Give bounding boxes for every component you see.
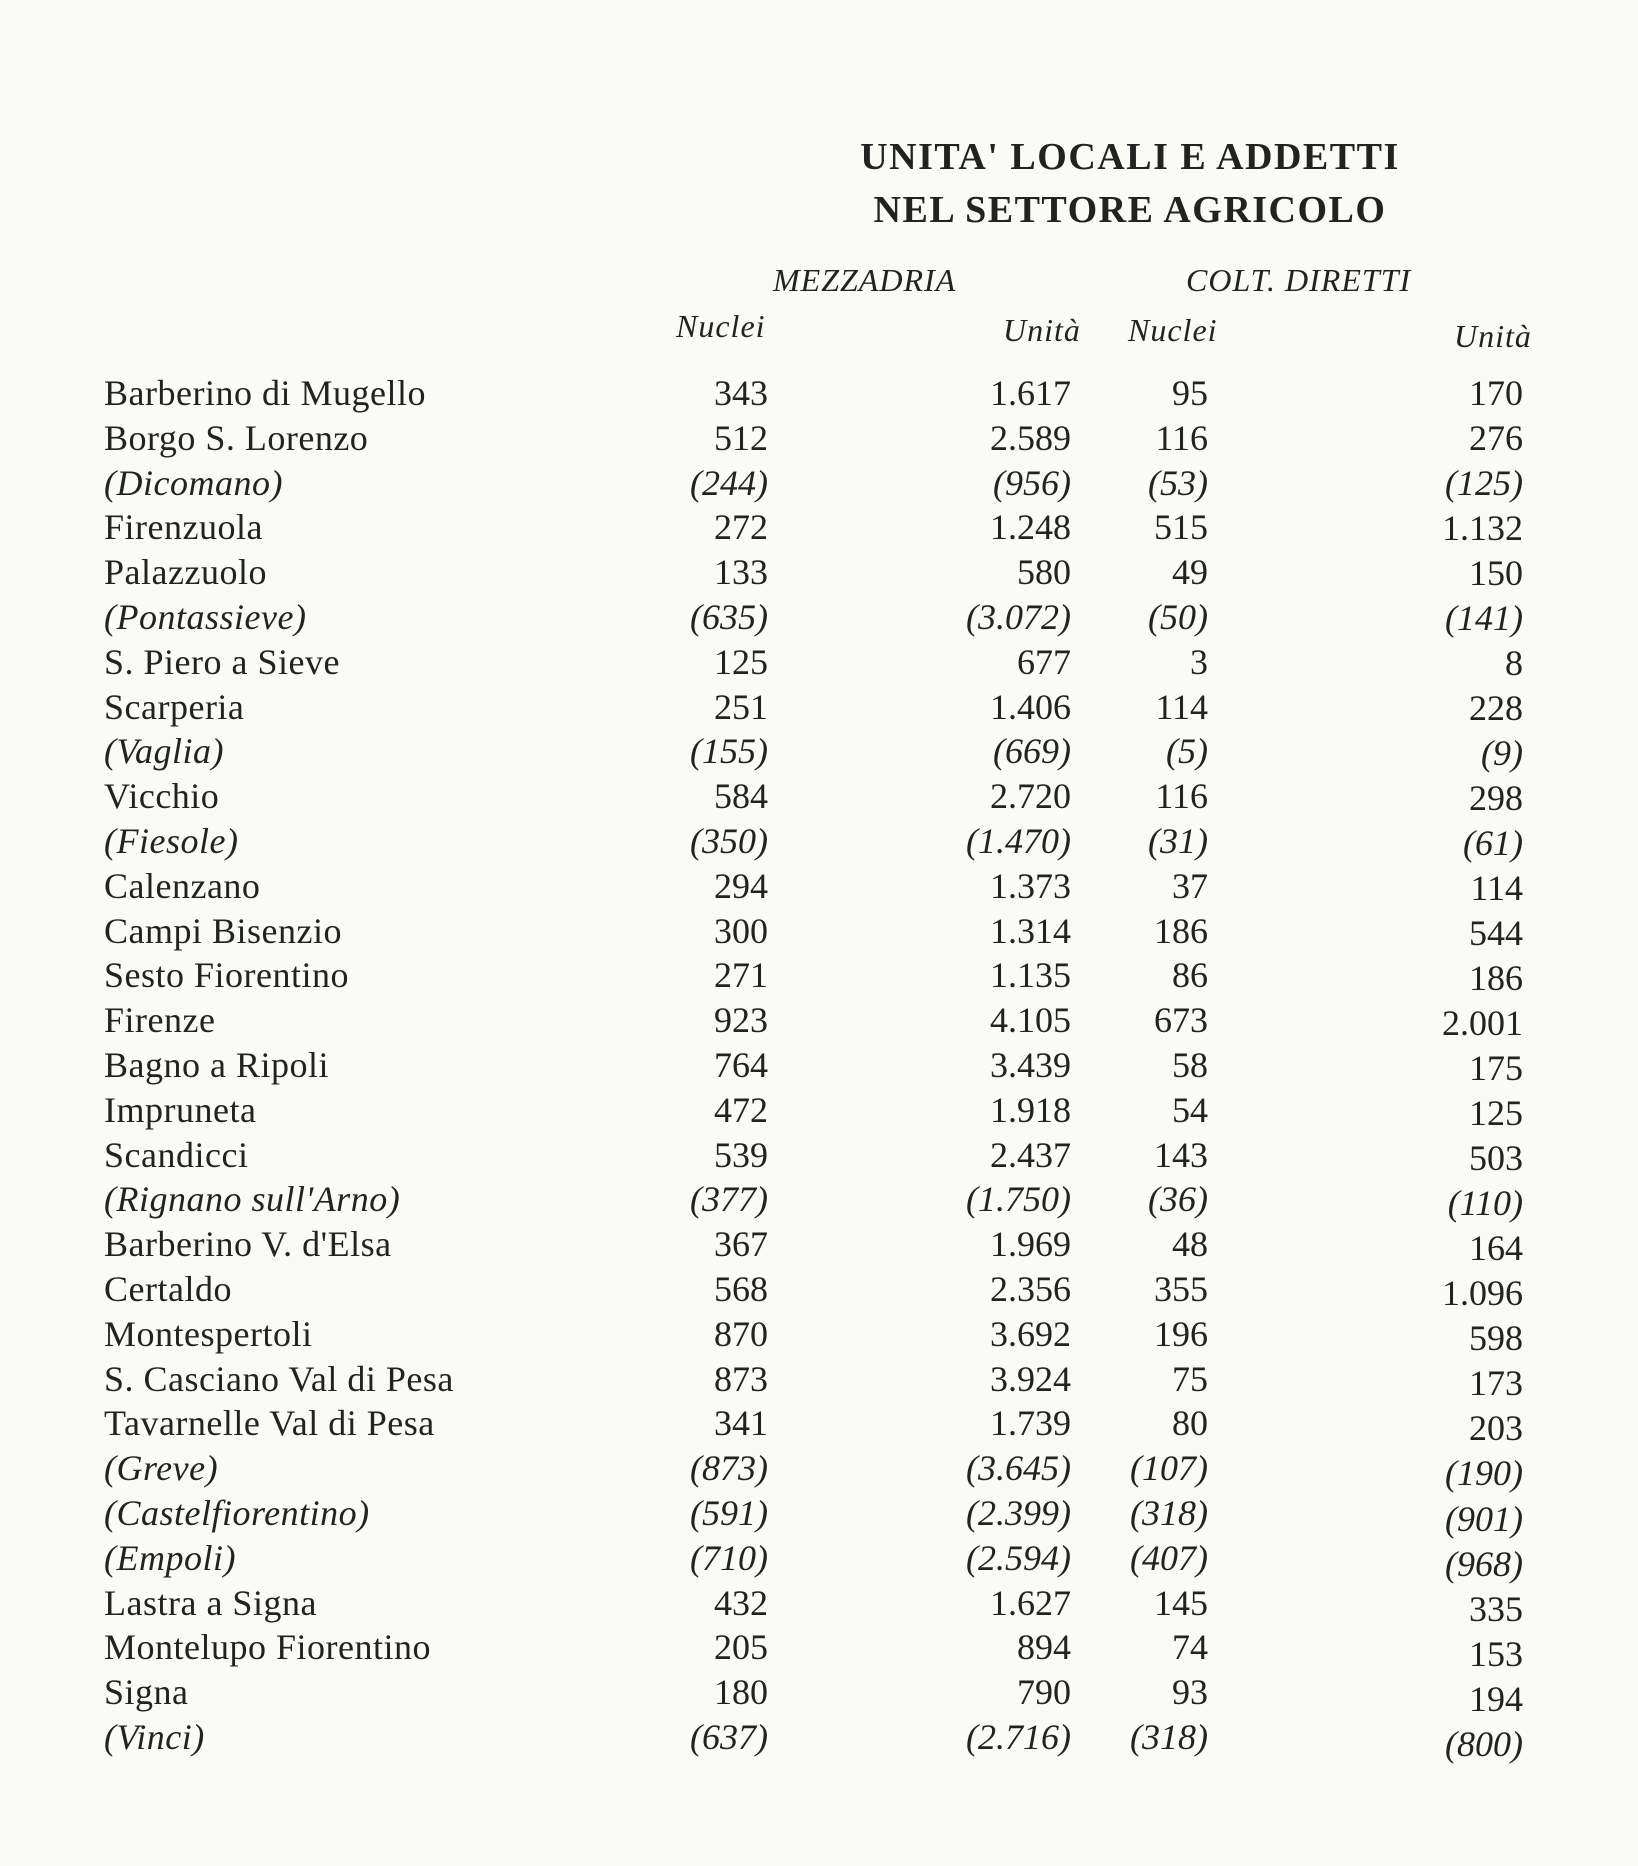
cell-colt-nuclei: 58	[1172, 1045, 1208, 1085]
cell-colt-unita: 203	[1469, 1408, 1523, 1449]
row-name: Lastra a Signa	[104, 1582, 317, 1623]
cell-colt-nuclei: (318)	[1130, 1717, 1208, 1757]
table-row	[0, 1044, 1638, 1088]
row-name: (Dicomano)	[104, 462, 283, 503]
cell-mezz-unita: 1.314	[990, 910, 1071, 951]
cell-mezz-unita: 3.924	[990, 1358, 1071, 1399]
cell-mezz-unita: (1.750)	[966, 1179, 1071, 1220]
cell-colt-nuclei: (31)	[1148, 821, 1208, 861]
cell-mezz-unita: 790	[1017, 1672, 1071, 1713]
cell-colt-unita: 153	[1469, 1633, 1523, 1674]
cell-colt-nuclei: 54	[1172, 1089, 1208, 1130]
cell-colt-nuclei: (407)	[1130, 1537, 1208, 1578]
cell-mezz-nuclei: 584	[714, 776, 768, 817]
cell-mezz-unita: (2.716)	[966, 1717, 1071, 1757]
cell-mezz-nuclei: 272	[714, 507, 768, 548]
table-row	[0, 820, 1638, 864]
cell-mezz-nuclei: 764	[714, 1045, 768, 1085]
cell-mezz-unita: 1.248	[990, 507, 1071, 548]
cell-colt-unita: 335	[1469, 1588, 1523, 1629]
cell-colt-nuclei: 196	[1154, 1313, 1208, 1354]
cell-colt-nuclei: 86	[1172, 955, 1208, 996]
cell-colt-unita: 194	[1469, 1678, 1523, 1719]
cell-colt-unita: 8	[1505, 643, 1523, 684]
row-name: Palazzuolo	[104, 552, 267, 593]
column-header-mezz-nuclei: Nuclei	[676, 308, 766, 344]
table-row	[0, 999, 1638, 1043]
table-row	[0, 596, 1638, 640]
cell-colt-unita: (901)	[1445, 1498, 1523, 1539]
cell-mezz-unita: 2.437	[990, 1134, 1071, 1175]
table-title-line-2: NEL SETTORE AGRICOLO	[873, 189, 1387, 231]
cell-mezz-unita: 1.918	[990, 1089, 1071, 1130]
cell-colt-unita: 598	[1469, 1318, 1523, 1359]
column-header-mezz-unita: Unità	[1003, 312, 1081, 348]
row-name: (Greve)	[104, 1448, 219, 1489]
cell-colt-unita: 125	[1469, 1093, 1523, 1134]
cell-colt-unita: (9)	[1481, 733, 1523, 774]
cell-mezz-unita: (3.645)	[966, 1448, 1071, 1489]
cell-mezz-unita: 1.969	[990, 1224, 1071, 1265]
cell-colt-nuclei: 673	[1154, 1000, 1208, 1041]
cell-mezz-unita: 580	[1017, 552, 1071, 593]
table-row	[0, 1089, 1638, 1133]
row-name: Firenze	[104, 1000, 216, 1041]
row-name: Impruneta	[104, 1089, 257, 1130]
table-row	[0, 1626, 1638, 1674]
cell-mezz-nuclei: 367	[714, 1224, 768, 1265]
row-name: Bagno a Ripoli	[104, 1045, 329, 1085]
table-row	[0, 1537, 1638, 1584]
cell-mezz-unita: (1.470)	[966, 821, 1071, 861]
cell-mezz-unita: (3.072)	[966, 597, 1071, 637]
cell-mezz-unita: 1.739	[990, 1403, 1071, 1444]
row-name: S. Piero a Sieve	[104, 641, 340, 682]
cell-mezz-nuclei: 873	[714, 1358, 768, 1399]
cell-mezz-nuclei: 512	[714, 417, 768, 458]
table-row	[0, 1268, 1638, 1312]
cell-mezz-unita: (669)	[993, 731, 1071, 772]
cell-mezz-unita: (956)	[993, 462, 1071, 503]
cell-mezz-nuclei: 341	[714, 1403, 768, 1444]
cell-mezz-nuclei: 539	[714, 1134, 768, 1175]
table-row	[0, 372, 1638, 416]
cell-colt-unita: 170	[1469, 373, 1523, 413]
cell-colt-unita: 173	[1469, 1363, 1523, 1404]
cell-mezz-nuclei: 180	[714, 1672, 768, 1713]
table-title-line-1: UNITA' LOCALI E ADDETTI	[860, 136, 1400, 178]
cell-colt-unita: (125)	[1445, 463, 1523, 504]
cell-colt-nuclei: (53)	[1148, 462, 1208, 503]
cell-mezz-nuclei: (155)	[690, 731, 768, 772]
cell-mezz-unita: 3.692	[990, 1313, 1071, 1354]
table-row	[0, 1402, 1638, 1449]
row-name: Scarperia	[104, 686, 245, 727]
row-name: Montelupo Fiorentino	[104, 1627, 431, 1668]
row-name: (Pontassieve)	[104, 597, 307, 637]
cell-colt-nuclei: 95	[1172, 373, 1208, 413]
cell-colt-unita: 1.096	[1442, 1273, 1523, 1314]
row-name: (Fiesole)	[104, 821, 239, 861]
cell-mezz-unita: 2.589	[990, 417, 1071, 458]
table-row	[0, 1313, 1638, 1357]
table-row	[0, 730, 1638, 774]
table-row	[0, 506, 1638, 550]
cell-colt-unita: 276	[1469, 418, 1523, 459]
table-row	[0, 1358, 1638, 1402]
cell-colt-unita: (110)	[1447, 1183, 1523, 1224]
cell-mezz-unita: 1.135	[990, 955, 1071, 996]
cell-colt-unita: 298	[1469, 778, 1523, 819]
row-name: (Castelfiorentino)	[104, 1493, 370, 1533]
row-name: Barberino V. d'Elsa	[104, 1224, 392, 1265]
table-row	[0, 954, 1638, 998]
table-row	[0, 1671, 1638, 1719]
group-header-coltivatori-diretti: COLT. DIRETTI	[1186, 262, 1412, 298]
row-name: Barberino di Mugello	[104, 373, 426, 413]
cell-colt-nuclei: (36)	[1148, 1179, 1208, 1220]
cell-colt-unita: (141)	[1445, 598, 1523, 639]
cell-mezz-unita: 1.627	[990, 1582, 1071, 1623]
cell-colt-unita: 186	[1469, 958, 1523, 999]
cell-mezz-unita: 2.720	[990, 776, 1071, 817]
row-name: (Vaglia)	[104, 731, 224, 772]
cell-colt-nuclei: 37	[1172, 865, 1208, 906]
row-name: (Rignano sull'Arno)	[104, 1179, 401, 1220]
cell-mezz-unita: 677	[1017, 641, 1071, 682]
cell-mezz-nuclei: 923	[714, 1000, 768, 1041]
table-row	[0, 1492, 1638, 1539]
row-name: Borgo S. Lorenzo	[104, 417, 369, 458]
cell-colt-unita: (800)	[1445, 1723, 1523, 1764]
cell-mezz-nuclei: 271	[714, 955, 768, 996]
cell-mezz-nuclei: 432	[714, 1582, 768, 1623]
row-name: (Empoli)	[104, 1537, 236, 1578]
cell-mezz-nuclei: (637)	[690, 1717, 768, 1757]
cell-mezz-nuclei: 125	[714, 641, 768, 682]
cell-colt-nuclei: 116	[1155, 776, 1208, 817]
cell-colt-nuclei: (318)	[1130, 1493, 1208, 1533]
table-row	[0, 641, 1638, 685]
cell-mezz-nuclei: (350)	[690, 821, 768, 861]
row-name: S. Casciano Val di Pesa	[104, 1358, 454, 1399]
cell-mezz-nuclei: (635)	[690, 597, 768, 637]
cell-mezz-unita: (2.399)	[966, 1493, 1071, 1533]
table-row	[0, 910, 1638, 954]
cell-colt-nuclei: 145	[1154, 1582, 1208, 1623]
row-name: Firenzuola	[104, 507, 263, 548]
cell-colt-unita: 164	[1469, 1228, 1523, 1269]
cell-mezz-nuclei: 568	[714, 1269, 768, 1309]
cell-mezz-nuclei: 205	[714, 1627, 768, 1668]
group-header-mezzadria: MEZZADRIA	[773, 262, 957, 298]
cell-colt-nuclei: 75	[1172, 1358, 1208, 1399]
cell-mezz-unita: 2.356	[990, 1269, 1071, 1309]
cell-mezz-nuclei: (244)	[690, 462, 768, 503]
cell-colt-unita: 175	[1469, 1048, 1523, 1089]
cell-mezz-nuclei: 251	[714, 686, 768, 727]
table-row	[0, 1582, 1638, 1629]
cell-mezz-unita: (2.594)	[966, 1537, 1071, 1578]
row-name: Montespertoli	[104, 1313, 313, 1354]
cell-mezz-unita: 4.105	[990, 1000, 1071, 1041]
cell-mezz-nuclei: 472	[714, 1089, 768, 1130]
cell-colt-unita: 544	[1469, 913, 1523, 954]
cell-colt-nuclei: 74	[1172, 1627, 1208, 1668]
cell-colt-unita: 1.132	[1442, 508, 1523, 549]
cell-colt-nuclei: 80	[1172, 1403, 1208, 1444]
cell-colt-nuclei: 143	[1154, 1134, 1208, 1175]
cell-colt-nuclei: 186	[1154, 910, 1208, 951]
cell-mezz-nuclei: 294	[714, 865, 768, 906]
column-header-colt-nuclei: Nuclei	[1128, 312, 1218, 348]
cell-colt-unita: 228	[1469, 688, 1523, 729]
table-row	[0, 865, 1638, 909]
cell-colt-unita: (190)	[1445, 1453, 1523, 1494]
column-header-colt-unita: Unità	[1454, 318, 1532, 354]
cell-colt-nuclei: 48	[1172, 1224, 1208, 1265]
row-name: Signa	[104, 1672, 189, 1713]
cell-colt-nuclei: 3	[1190, 641, 1208, 682]
row-name: Calenzano	[104, 865, 261, 906]
cell-mezz-unita: 1.373	[990, 865, 1071, 906]
cell-mezz-nuclei: 870	[714, 1313, 768, 1354]
cell-mezz-unita: 894	[1017, 1627, 1071, 1668]
cell-colt-nuclei: 114	[1155, 686, 1208, 727]
cell-mezz-unita: 1.617	[990, 373, 1071, 413]
cell-colt-nuclei: (107)	[1130, 1448, 1208, 1489]
cell-mezz-nuclei: 300	[714, 910, 768, 951]
cell-colt-unita: 150	[1469, 553, 1523, 594]
table-row	[0, 1134, 1638, 1178]
table-row	[0, 1223, 1638, 1267]
table-row	[0, 775, 1638, 819]
row-name: (Vinci)	[104, 1717, 205, 1757]
table-row	[0, 551, 1638, 595]
table-row	[0, 417, 1638, 461]
cell-colt-nuclei: (50)	[1148, 597, 1208, 637]
row-name: Vicchio	[104, 776, 220, 817]
table-row	[0, 1716, 1638, 1764]
cell-colt-unita: 503	[1469, 1138, 1523, 1179]
cell-mezz-nuclei: (591)	[690, 1493, 768, 1533]
cell-mezz-nuclei: (710)	[690, 1537, 768, 1578]
cell-colt-nuclei: 49	[1172, 552, 1208, 593]
cell-mezz-unita: 1.406	[990, 686, 1071, 727]
cell-colt-nuclei: 116	[1155, 417, 1208, 458]
cell-mezz-unita: 3.439	[990, 1045, 1071, 1085]
row-name: Certaldo	[104, 1269, 232, 1309]
table-row	[0, 686, 1638, 730]
cell-mezz-nuclei: (377)	[690, 1179, 768, 1220]
cell-colt-nuclei: (5)	[1166, 731, 1208, 772]
row-name: Sesto Fiorentino	[104, 955, 350, 996]
cell-colt-nuclei: 515	[1154, 507, 1208, 548]
cell-mezz-nuclei: (873)	[690, 1448, 768, 1489]
table-row	[0, 1447, 1638, 1494]
row-name: Tavarnelle Val di Pesa	[104, 1403, 435, 1444]
cell-colt-unita: (968)	[1445, 1543, 1523, 1584]
table-row	[0, 462, 1638, 506]
cell-colt-nuclei: 355	[1154, 1269, 1208, 1309]
row-name: Scandicci	[104, 1134, 249, 1175]
cell-colt-nuclei: 93	[1172, 1672, 1208, 1713]
cell-colt-unita: 114	[1470, 868, 1523, 909]
table-row	[0, 1178, 1638, 1222]
cell-mezz-nuclei: 343	[714, 373, 768, 413]
cell-colt-unita: (61)	[1463, 823, 1523, 864]
cell-mezz-nuclei: 133	[714, 552, 768, 593]
row-name: Campi Bisenzio	[104, 910, 342, 951]
cell-colt-unita: 2.001	[1442, 1003, 1523, 1044]
